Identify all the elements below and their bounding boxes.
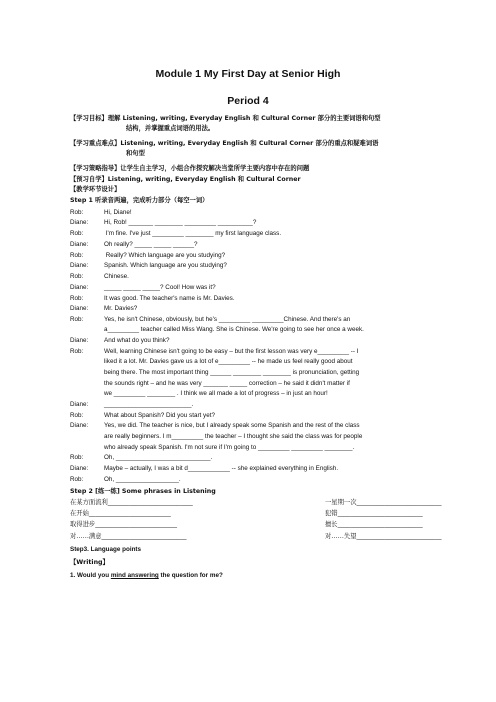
speaker: Rob: xyxy=(70,454,84,461)
phrase-right: 擅长___________________________ xyxy=(325,521,423,528)
speaker: Diane: xyxy=(70,422,89,429)
dialogue-line xyxy=(70,411,446,420)
dialogue-line xyxy=(70,229,446,238)
dialogue-line-cont xyxy=(70,389,446,398)
speaker: Diane: xyxy=(70,401,89,408)
utterance: Hi, Diane! xyxy=(104,209,132,216)
speaker: Rob: xyxy=(70,273,84,280)
step2-heading: Step 2 [练一练] Some phrases in Listening xyxy=(70,488,216,495)
point-suffix: the question for me? xyxy=(158,572,223,579)
speaker: Diane: xyxy=(70,305,89,312)
utterance: Yes, we did. The teacher is nice, but I already speak some Spanish and the rest of the class xyxy=(104,422,360,429)
speaker: Rob: xyxy=(70,316,84,323)
phrase-right: 对……失望___________________________ xyxy=(325,533,442,540)
point-prefix: 1. Would you xyxy=(70,572,111,579)
speaker: Rob: xyxy=(70,348,84,355)
dialogue-line xyxy=(70,464,446,473)
dialogue-line xyxy=(70,251,446,260)
phrase-left: 对……满意___________________________ xyxy=(70,533,187,540)
dialogue-line xyxy=(70,421,446,430)
learning-goal: 【学习目标】理解 Listening, writing, Everyday English 和 Cultural Corner 部分的主要词语和句型 xyxy=(70,115,381,122)
strategy: 【学习策略指导】让学生自主学习，小组合作探究解决当堂所学主要内容中存在的问题 xyxy=(70,165,310,172)
speaker: Diane: xyxy=(70,465,89,472)
utterance: Hi, Rob! _______ ________ _________ __________? xyxy=(104,219,257,226)
dialogue-line xyxy=(70,208,446,217)
speaker: Diane: xyxy=(70,262,89,269)
utterance: we _________ ________ . I think we all made a lot of progress – in just an hour! xyxy=(104,390,328,397)
speaker: Diane: xyxy=(70,337,89,344)
utterance: Maybe – actually, I was a bit d____________ -- she explained everything in English. xyxy=(104,465,339,472)
utterance: Oh, ___________________________. xyxy=(104,454,213,461)
utterance: Well, learning Chinese isn't going to be easy – but the first lesson was very e_________ -- I xyxy=(104,348,359,355)
speaker: Rob: xyxy=(70,412,84,419)
language-point-1 xyxy=(70,571,446,580)
utterance: Really? Which language are you studying? xyxy=(104,252,226,259)
speaker: Rob: xyxy=(70,209,84,216)
utterance: Chinese. xyxy=(104,273,129,280)
utterance: I'm fine. I've just _________ ________ my first language class. xyxy=(104,230,282,237)
dialogue-line xyxy=(70,453,446,462)
writing-heading: 【Writing】 xyxy=(70,559,109,566)
page-subtitle: Period 4 xyxy=(227,95,269,107)
dialogue-line-cont xyxy=(70,368,446,377)
speaker: Rob: xyxy=(70,295,84,302)
phrase-right: 一星期一次___________________________ xyxy=(325,499,442,506)
speaker: Rob: xyxy=(70,252,84,259)
utterance: liked it a lot. Mr. Davies gave us a lot of e_________ -- he made us feel really good about xyxy=(104,358,353,365)
phrase-row xyxy=(70,509,446,518)
learning-goal-cont: 结构，并掌握重点词语的用法。 xyxy=(126,125,215,132)
phrase-row xyxy=(70,520,446,529)
speaker: Diane: xyxy=(70,241,89,248)
design-heading: 【教学环节设计】 xyxy=(70,186,121,193)
speaker: Diane: xyxy=(70,284,89,291)
dialogue-line xyxy=(70,218,446,227)
dialogue-line-cont xyxy=(70,357,446,366)
speaker: Diane: xyxy=(70,219,89,226)
dialogue-line xyxy=(70,240,446,249)
point-underlined: mind answering xyxy=(110,572,159,579)
utterance: Yes, he isn't Chinese, obviously, but he's _________ _________Chinese. And there's an xyxy=(104,316,351,323)
utterance: It was good. The teacher's name is Mr. Davies. xyxy=(104,295,235,302)
utterance: And what do you think? xyxy=(104,337,170,344)
utterance: a_________ teacher called Miss Wang. She is Chinese. We're going to see her once a week. xyxy=(104,326,364,333)
speaker: Rob: xyxy=(70,476,84,483)
utterance: being there. The most important thing ______ ________ ________ is pronunciation, getting xyxy=(104,369,360,376)
dialogue-line xyxy=(70,347,446,356)
dialogue-line-cont xyxy=(70,379,446,388)
step3-heading: Step3. Language points xyxy=(70,546,142,553)
dialogue-line xyxy=(70,261,446,270)
utterance: who already speak Spanish. I'm not sure if I'm going to _________ _________ ________. xyxy=(104,444,355,451)
dialogue-line xyxy=(70,400,446,409)
dialogue-line-cont xyxy=(70,432,446,441)
key-points-cont: 和句型 xyxy=(126,150,145,157)
dialogue-line xyxy=(70,475,446,484)
phrase-left: 在开始__________________________ xyxy=(70,510,171,517)
phrase-row xyxy=(70,498,446,507)
phrase-left: 取得进步__________________________ xyxy=(70,521,178,528)
utterance: Oh, __________________. xyxy=(104,476,181,483)
dialogue-line xyxy=(70,304,446,313)
dialogue-line-cont xyxy=(70,325,446,334)
phrase-left: 在某方面流利___________________________ xyxy=(70,499,193,506)
phrase-right: 犯错___________________________ xyxy=(325,510,423,517)
step1-heading: Step 1 听录音两遍，完成听力部分（每空一词） xyxy=(70,197,209,204)
utterance: Oh really? _____ _____ ______? xyxy=(104,241,198,248)
dialogue-line xyxy=(70,272,446,281)
page-title: Module 1 My First Day at Senior High xyxy=(155,68,341,80)
dialogue-line xyxy=(70,283,446,292)
dialogue-line xyxy=(70,336,446,345)
utterance: the sounds right – and he was very _______ _____ correction – he said it didn't matter if xyxy=(104,380,350,387)
utterance: What about Spanish? Did you start yet? xyxy=(104,412,215,419)
preview: 【预习自学】Listening, writing, Everyday English 和 Cultural Corner xyxy=(70,176,301,183)
phrase-row xyxy=(70,532,446,541)
key-points: 【学习重点难点】Listening, writing, Everyday English 和 Cultural Corner 部分的重点和疑难词语 xyxy=(70,140,379,147)
dialogue-line-cont xyxy=(70,443,446,452)
utterance: Spanish. Which language are you studying? xyxy=(104,262,227,269)
dialogue-line xyxy=(70,294,446,303)
utterance: Mr. Davies? xyxy=(104,305,138,312)
utterance: _________________________. xyxy=(104,401,194,408)
utterance: are really beginners. I m_________ the teacher – I thought she said the class was for people xyxy=(104,433,363,440)
dialogue-line xyxy=(70,315,446,324)
speaker: Rob: xyxy=(70,230,84,237)
utterance: _____ _____ _____? Cool! How was it? xyxy=(104,284,216,291)
